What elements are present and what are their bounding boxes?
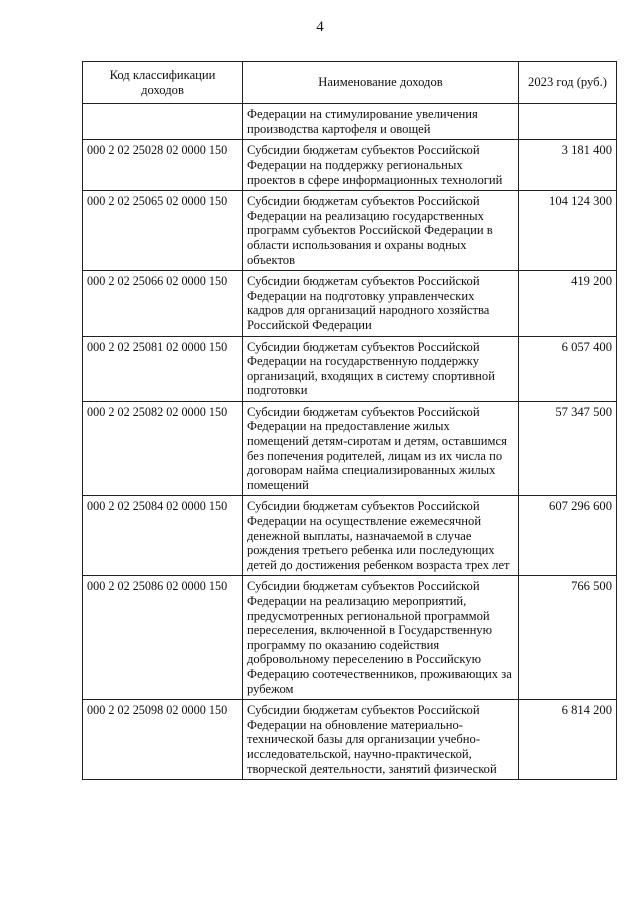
- row-code: 000 2 02 25081 02 0000 150: [83, 336, 243, 401]
- row-amount: 57 347 500: [519, 401, 617, 496]
- table-row: [83, 496, 617, 576]
- table-row: [83, 401, 617, 496]
- row-name: Субсидии бюджетам субъектов Российской Федерации на обновление материально-технической базы для организации учебно-исследовательской, научно-практической, творческой деятельности, занятий физической: [243, 700, 519, 780]
- header-code: Код классификации доходов: [83, 62, 243, 104]
- row-name: Субсидии бюджетам субъектов Российской Федерации на подготовку управленческих кадров для организаций народного хозяйства Российской Федерации: [243, 271, 519, 336]
- row-code: 000 2 02 25028 02 0000 150: [83, 140, 243, 191]
- header-name: Наименование доходов: [243, 62, 519, 104]
- row-amount: 6 057 400: [519, 336, 617, 401]
- table-row: [83, 700, 617, 780]
- row-name: Субсидии бюджетам субъектов Российской Федерации на предоставление жилых помещений детям-сиротам и детям, оставшимся без попечения родителей, лицам из их числа по договорам найма специализированных жилых помещений: [243, 401, 519, 496]
- table-row: [83, 104, 617, 140]
- row-amount: 104 124 300: [519, 191, 617, 271]
- row-name: Субсидии бюджетам субъектов Российской Федерации на поддержку региональных проектов в сфере информационных технологий: [243, 140, 519, 191]
- row-amount: 6 814 200: [519, 700, 617, 780]
- row-code: 000 2 02 25098 02 0000 150: [83, 700, 243, 780]
- table-row: [83, 336, 617, 401]
- row-code: 000 2 02 25086 02 0000 150: [83, 576, 243, 700]
- table-row: [83, 191, 617, 271]
- row-code: 000 2 02 25065 02 0000 150: [83, 191, 243, 271]
- row-name: Субсидии бюджетам субъектов Российской Федерации на государственную поддержку организаций, входящих в систему спортивной подготовки: [243, 336, 519, 401]
- row-code: 000 2 02 25082 02 0000 150: [83, 401, 243, 496]
- row-name: Субсидии бюджетам субъектов Российской Федерации на реализацию мероприятий, предусмотренных региональной программой переселения, включенной в Государственную программу по оказанию содействия добровольному переселению в Российскую Федерацию соотечественников, проживающих за рубежом: [243, 576, 519, 700]
- page-number: 4: [316, 19, 324, 35]
- row-amount: 766 500: [519, 576, 617, 700]
- row-code: 000 2 02 25084 02 0000 150: [83, 496, 243, 576]
- table-row: [83, 140, 617, 191]
- row-name: Субсидии бюджетам субъектов Российской Федерации на осуществление ежемесячной денежной выплаты, назначаемой в случае рождения третьего ребенка или последующих детей до достижения ребенком возраста трех лет: [243, 496, 519, 576]
- row-code: 000 2 02 25066 02 0000 150: [83, 271, 243, 336]
- row-name: Субсидии бюджетам субъектов Российской Федерации на реализацию государственных программ субъектов Российской Федерации в области использования и охраны водных объектов: [243, 191, 519, 271]
- table-row: [83, 271, 617, 336]
- row-amount: 419 200: [519, 271, 617, 336]
- header-row: [83, 62, 617, 104]
- income-table: [82, 61, 617, 780]
- row-amount: 3 181 400: [519, 140, 617, 191]
- row-amount: 607 296 600: [519, 496, 617, 576]
- row-name: Федерации на стимулирование увеличения производства картофеля и овощей: [243, 104, 519, 140]
- row-code: [83, 104, 243, 140]
- table-row: [83, 576, 617, 700]
- row-amount: [519, 104, 617, 140]
- header-amount: 2023 год (руб.): [519, 62, 617, 104]
